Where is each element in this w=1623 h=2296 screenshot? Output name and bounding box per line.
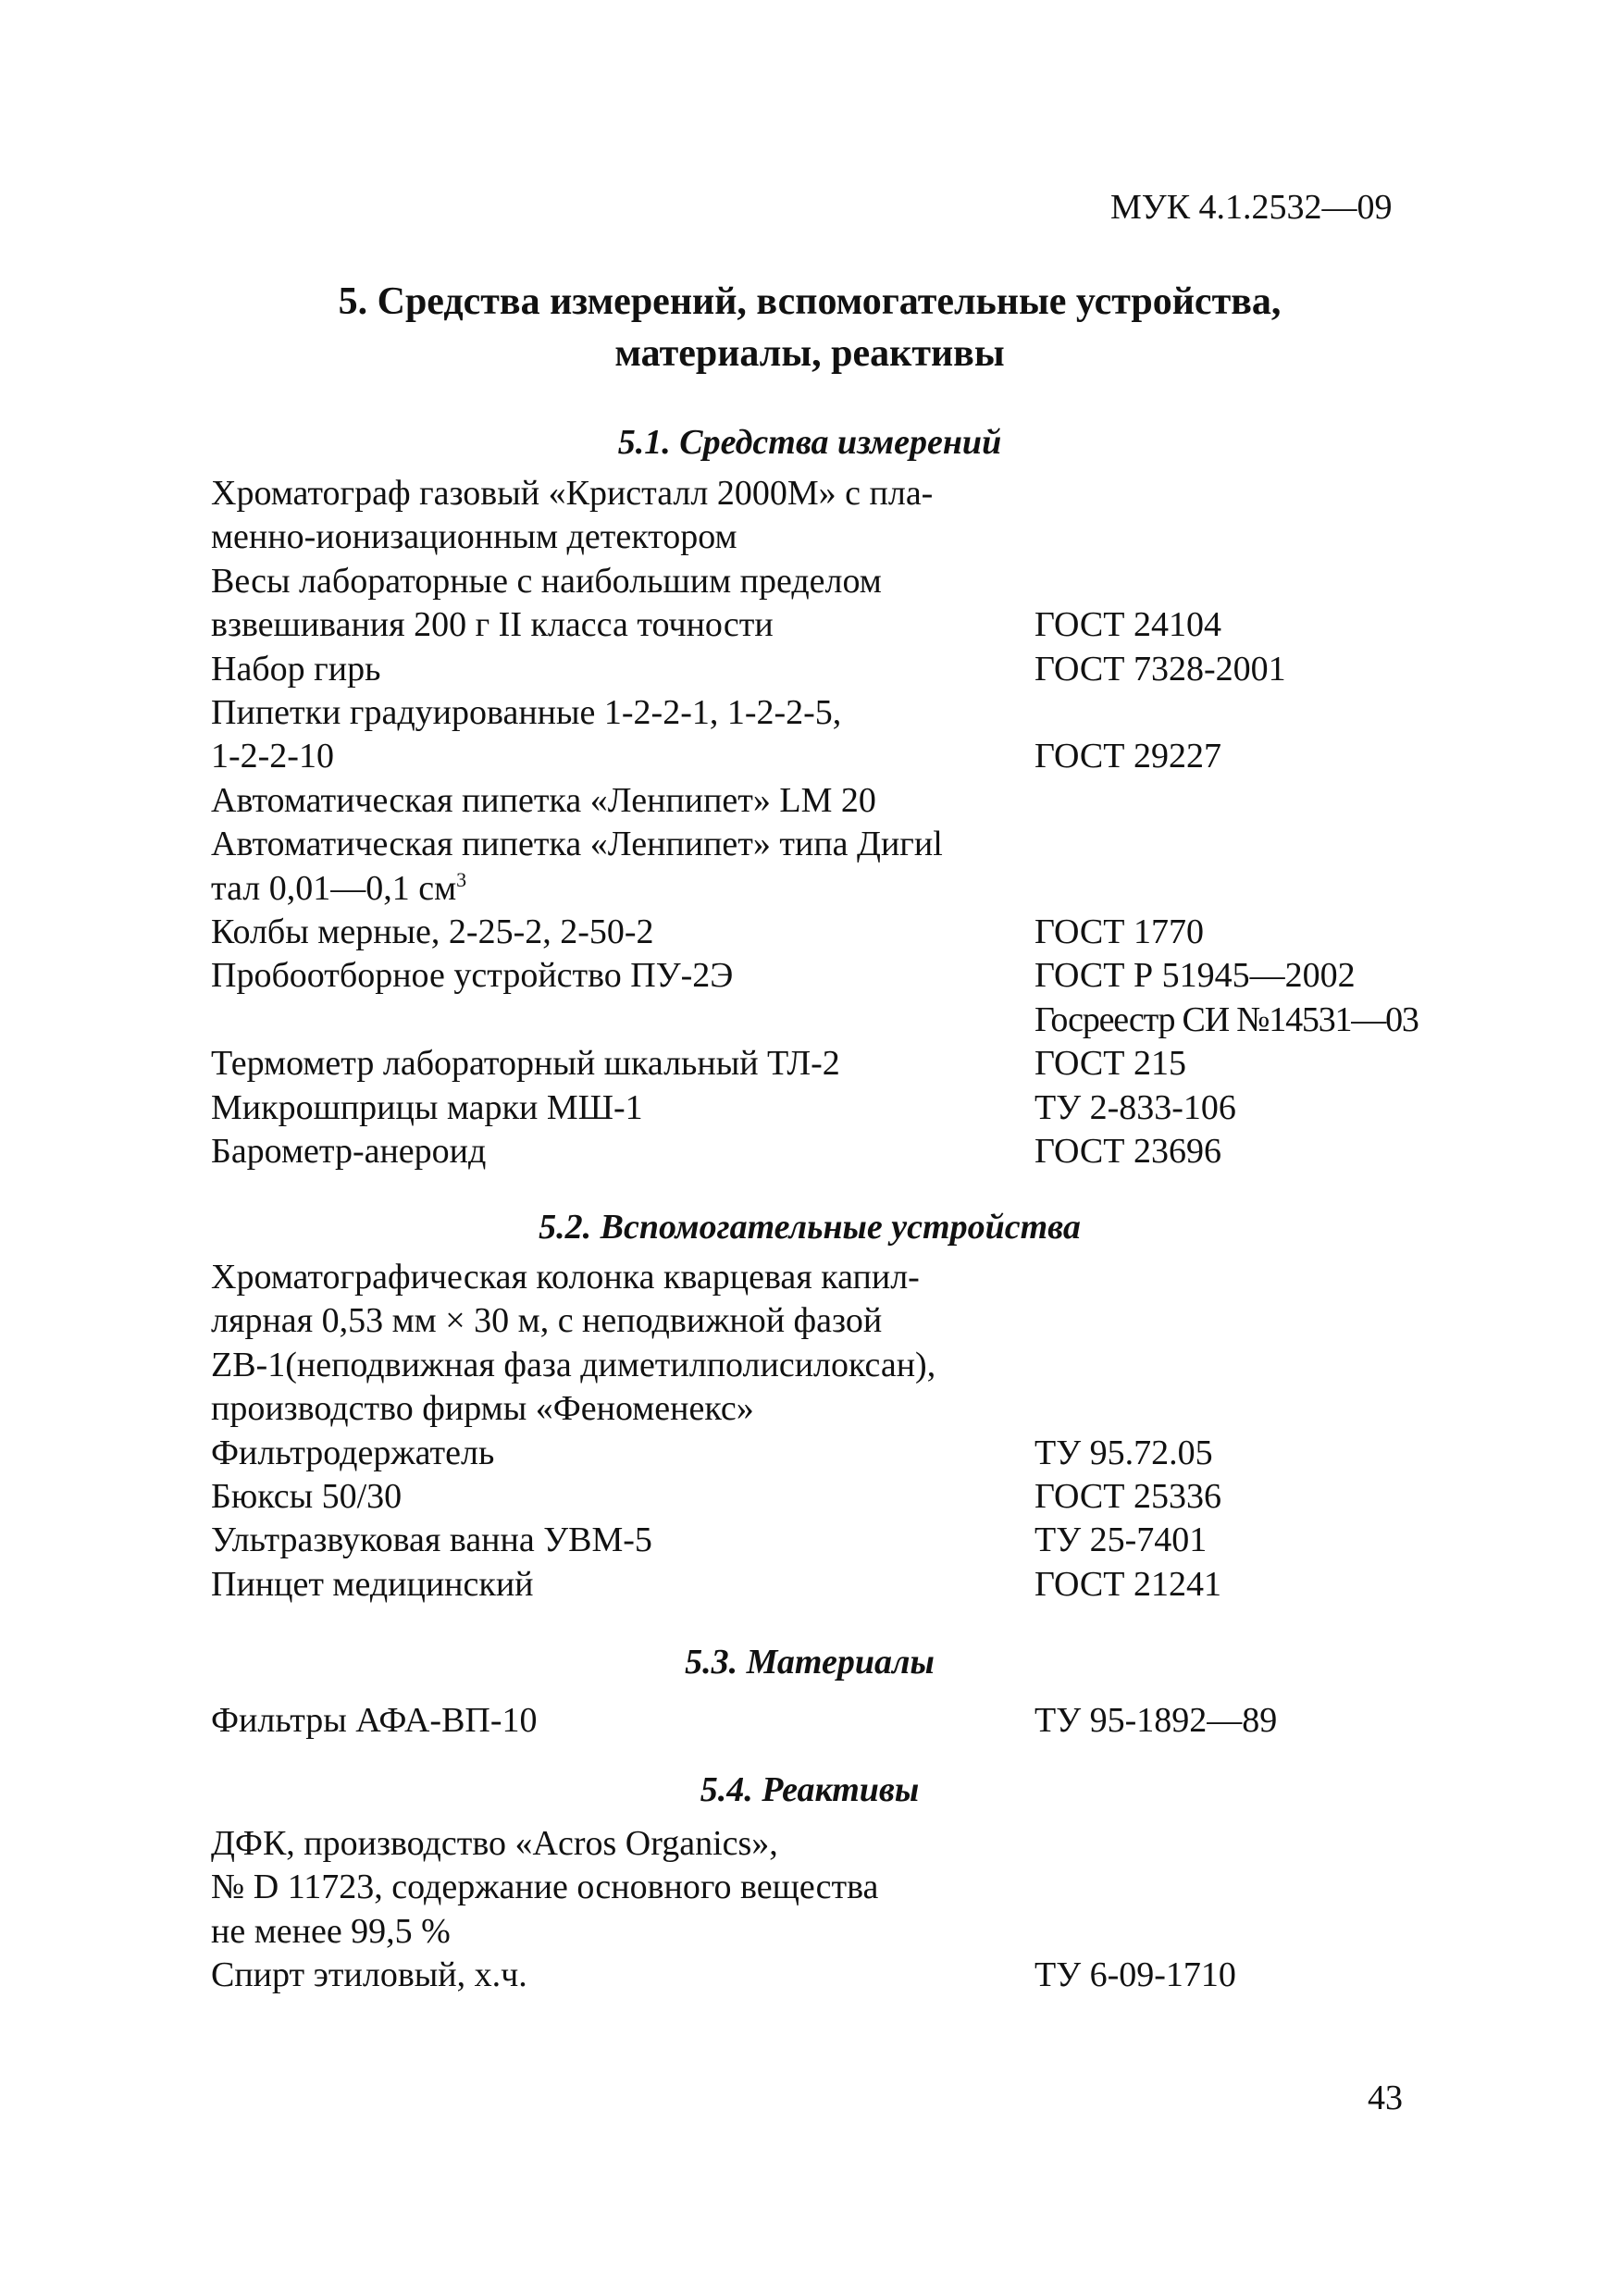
table-row (211, 1042, 1506, 1086)
item-standard: ТУ 6-09-1710 (1035, 1955, 1236, 1995)
item-name: Пипетки градуированные 1-2-2-1, 1-2-2-5, 1-2-2-10 (211, 693, 842, 776)
section-title (213, 276, 1406, 379)
section-title-line-2: материалы, реактивы (614, 332, 1005, 375)
item-name: Фильтродержатель (211, 1433, 495, 1472)
document-code: МУК 4.1.2532—09 (1110, 188, 1393, 227)
item-name: Термометр лабораторный шкальный ТЛ-2 (211, 1044, 840, 1084)
table-row (211, 1563, 1506, 1607)
table-row (211, 648, 1506, 691)
table-row (211, 1954, 1506, 1997)
item-standard: ГОСТ 215 (1035, 1044, 1186, 1084)
item-standard: ТУ 95.72.05 (1035, 1433, 1213, 1472)
table-row (211, 1519, 1506, 1562)
item-name: Бюксы 50/30 (211, 1477, 403, 1517)
item-name: Пинцет медицинский (211, 1564, 534, 1604)
item-standard: ТУ 25-7401 (1035, 1520, 1208, 1560)
table-row (211, 1086, 1506, 1130)
item-name: Хроматографическая колонка кварцевая капил- лярная 0,53 мм × 30 м, с неподвижной фазой ZB-1(неподвижная фаза диметилполисилоксан), производство фирмы «Феноменекс» (211, 1258, 936, 1429)
item-name: ДФК, производство «Acros Organics», № D 11723, содержание основного вещества не менее 99,5 % (211, 1824, 879, 1951)
item-standard: ТУ 95-1892—89 (1035, 1701, 1278, 1740)
item-name: Автоматическая пипетка «Ленпипет» типа Дигиl тал 0,01—0,1 $см^3$ (211, 825, 943, 908)
item-standard: ГОСТ 1770 (1035, 912, 1204, 952)
subsection-heading-measuring: 5.1. Средства измерений (617, 423, 1002, 462)
item-standard: ГОСТ 21241 (1035, 1564, 1221, 1604)
reagents-table (211, 1822, 1506, 1998)
subsection-heading-materials: 5.3. Материалы (685, 1643, 935, 1682)
table-row (211, 691, 1506, 779)
item-standard: ГОСТ 23696 (1035, 1132, 1221, 1172)
table-row (211, 1475, 1506, 1519)
item-name: Хроматограф газовый «Кристалл 2000М» с пла- менно-ионизационным детектором (211, 474, 934, 557)
table-row (211, 1256, 1506, 1432)
item-standard: ГОСТ 7328-2001 (1035, 649, 1286, 689)
item-name: Весы лабораторные с наибольшим пределом взвешивания 200 г II класса точности (211, 561, 882, 645)
page-number: 43 (1368, 2079, 1403, 2117)
item-standard: ГОСТ 25336 (1035, 1477, 1221, 1517)
table-row (211, 472, 1506, 560)
item-name: Набор гирь (211, 649, 381, 689)
auxiliary-devices-table (211, 1256, 1506, 1607)
table-row (211, 954, 1506, 1042)
item-name: Ультразвуковая ванна УВМ-5 (211, 1520, 652, 1560)
item-standard: ГОСТ Р 51945—2002 Госреестр СИ №14531—03 (1035, 956, 1419, 1039)
materials-table (211, 1699, 1506, 1743)
measuring-instruments-table (211, 472, 1506, 1174)
item-name: Фильтры АФА-ВП-10 (211, 1701, 538, 1740)
superscript: 3 (456, 867, 467, 891)
table-row (211, 911, 1506, 954)
table-row (211, 1130, 1506, 1173)
table-row (211, 823, 1506, 911)
item-name: Спирт этиловый, х.ч. (211, 1955, 527, 1995)
item-name: Барометр-анероид (211, 1132, 487, 1172)
item-name: Автоматическая пипетка «Ленпипет» LM 20 (211, 780, 876, 820)
table-row (211, 1432, 1506, 1475)
table-row (211, 779, 1506, 823)
item-standard: ГОСТ 29227 (1035, 737, 1221, 776)
section-title-line-1: 5. Средства измерений, вспомогательные устройства, (338, 280, 1282, 323)
table-row (211, 560, 1506, 648)
item-name: Пробоотборное устройство ПУ-2Э (211, 956, 734, 996)
table-row (211, 1699, 1506, 1743)
item-name: Колбы мерные, 2-25-2, 2-50-2 (211, 912, 654, 952)
table-row (211, 1822, 1506, 1954)
subsection-heading-reagents: 5.4. Реактивы (700, 1770, 920, 1809)
item-name: Микрошприцы марки МШ-1 (211, 1087, 643, 1127)
subsection-heading-auxiliary: 5.2. Вспомогательные устройства (539, 1208, 1081, 1247)
item-standard: ГОСТ 24104 (1035, 605, 1221, 645)
item-standard: ТУ 2-833-106 (1035, 1087, 1236, 1127)
